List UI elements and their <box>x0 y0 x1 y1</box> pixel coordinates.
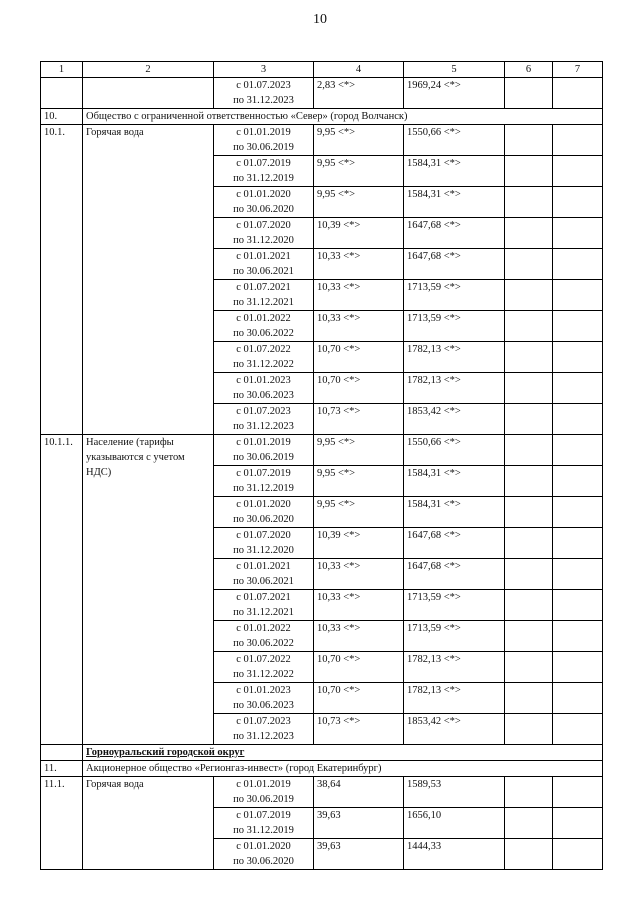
period-from: с 01.01.2022 <box>236 313 291 324</box>
period-to: по 30.06.2021 <box>233 266 294 277</box>
empty-cell <box>505 621 553 652</box>
price-cell: 1584,31 <*> <box>404 497 505 528</box>
period-cell <box>214 497 314 528</box>
period-cell <box>214 249 314 280</box>
empty-cell <box>505 683 553 714</box>
row-number-cell <box>41 78 83 109</box>
period-to: по 30.06.2020 <box>233 856 294 867</box>
rate-cell: 10,73 <*> <box>314 714 404 745</box>
empty-cell <box>553 839 603 870</box>
period-to: по 30.06.2022 <box>233 328 294 339</box>
column-number: 5 <box>404 62 505 78</box>
empty-cell <box>505 839 553 870</box>
empty-cell <box>553 249 603 280</box>
period-cell <box>214 528 314 559</box>
period-from: с 01.01.2020 <box>236 841 291 852</box>
column-number: 1 <box>41 62 83 78</box>
period-cell <box>214 78 314 109</box>
rate-cell: 10,70 <*> <box>314 683 404 714</box>
page-number: 10 <box>313 12 327 27</box>
table-row <box>41 78 603 109</box>
rate-cell: 10,70 <*> <box>314 652 404 683</box>
empty-cell <box>505 652 553 683</box>
column-number-row <box>41 62 603 78</box>
period-to: по 30.06.2020 <box>233 514 294 525</box>
price-cell: 1782,13 <*> <box>404 342 505 373</box>
organization-name: Акционерное общество «Регионгаз-инвест» (город Екатеринбург) <box>83 761 603 777</box>
price-cell: 1782,13 <*> <box>404 683 505 714</box>
period-cell <box>214 218 314 249</box>
period-from: с 01.07.2019 <box>236 468 291 479</box>
service-cell: Горячая вода <box>83 125 214 435</box>
rate-cell: 10,73 <*> <box>314 404 404 435</box>
row-number-cell: 10. <box>41 109 83 125</box>
empty-cell <box>553 466 603 497</box>
empty-cell <box>553 156 603 187</box>
period-from: с 01.07.2020 <box>236 220 291 231</box>
rate-cell: 10,33 <*> <box>314 280 404 311</box>
period-cell <box>214 621 314 652</box>
empty-cell <box>505 218 553 249</box>
period-cell <box>214 311 314 342</box>
rate-cell: 9,95 <*> <box>314 497 404 528</box>
empty-cell <box>553 590 603 621</box>
rate-cell: 10,39 <*> <box>314 218 404 249</box>
period-from: с 01.07.2023 <box>236 406 291 417</box>
period-to: по 31.12.2019 <box>233 825 294 836</box>
period-to: по 31.12.2019 <box>233 173 294 184</box>
rate-cell: 38,64 <box>314 777 404 808</box>
period-from: с 01.07.2019 <box>236 810 291 821</box>
row-number-cell: 10.1.1. <box>41 435 83 745</box>
period-to: по 31.12.2019 <box>233 483 294 494</box>
period-cell <box>214 156 314 187</box>
empty-cell <box>553 218 603 249</box>
empty-cell <box>505 78 553 109</box>
price-cell: 1713,59 <*> <box>404 280 505 311</box>
empty-cell <box>553 311 603 342</box>
period-from: с 01.01.2020 <box>236 189 291 200</box>
period-to: по 30.06.2019 <box>233 794 294 805</box>
price-cell: 1584,31 <*> <box>404 466 505 497</box>
row-number-cell: 11. <box>41 761 83 777</box>
period-cell <box>214 808 314 839</box>
service-cell: Горячая вода <box>83 777 214 870</box>
price-cell: 1444,33 <box>404 839 505 870</box>
empty-cell <box>505 156 553 187</box>
period-to: по 30.06.2019 <box>233 142 294 153</box>
empty-cell <box>505 559 553 590</box>
row-number-cell <box>41 745 83 761</box>
empty-cell <box>553 125 603 156</box>
empty-cell <box>505 590 553 621</box>
period-from: с 01.01.2019 <box>236 437 291 448</box>
price-cell: 1713,59 <*> <box>404 311 505 342</box>
rate-cell: 10,70 <*> <box>314 342 404 373</box>
period-cell <box>214 342 314 373</box>
table-row <box>41 125 603 156</box>
rate-cell: 9,95 <*> <box>314 466 404 497</box>
empty-cell <box>553 497 603 528</box>
empty-cell <box>553 559 603 590</box>
period-cell <box>214 714 314 745</box>
empty-cell <box>553 683 603 714</box>
period-cell <box>214 466 314 497</box>
rate-cell: 10,33 <*> <box>314 559 404 590</box>
column-number: 7 <box>553 62 603 78</box>
period-cell <box>214 373 314 404</box>
price-cell: 1713,59 <*> <box>404 621 505 652</box>
rate-cell: 39,63 <box>314 839 404 870</box>
price-cell: 1584,31 <*> <box>404 187 505 218</box>
period-from: с 01.01.2021 <box>236 251 291 262</box>
period-from: с 01.07.2022 <box>236 344 291 355</box>
period-to: по 31.12.2022 <box>233 669 294 680</box>
empty-cell <box>553 373 603 404</box>
organization-row <box>41 109 603 125</box>
period-cell <box>214 435 314 466</box>
rate-cell: 10,33 <*> <box>314 621 404 652</box>
period-cell <box>214 404 314 435</box>
period-cell <box>214 683 314 714</box>
empty-cell <box>505 777 553 808</box>
section-title-cell <box>83 745 603 761</box>
price-cell: 1782,13 <*> <box>404 652 505 683</box>
period-to: по 31.12.2023 <box>233 421 294 432</box>
rate-cell: 10,33 <*> <box>314 249 404 280</box>
price-cell: 1647,68 <*> <box>404 559 505 590</box>
period-from: с 01.01.2023 <box>236 685 291 696</box>
empty-cell <box>553 78 603 109</box>
tariff-table-body <box>41 62 603 870</box>
column-number: 3 <box>214 62 314 78</box>
rate-cell: 10,70 <*> <box>314 373 404 404</box>
empty-cell <box>553 714 603 745</box>
price-cell: 1589,53 <box>404 777 505 808</box>
column-number: 2 <box>83 62 214 78</box>
period-from: с 01.01.2020 <box>236 499 291 510</box>
period-to: по 31.12.2020 <box>233 235 294 246</box>
empty-cell <box>505 497 553 528</box>
empty-cell <box>553 652 603 683</box>
empty-cell <box>505 342 553 373</box>
empty-cell <box>553 777 603 808</box>
empty-cell <box>505 311 553 342</box>
rate-cell: 10,33 <*> <box>314 590 404 621</box>
empty-cell <box>553 621 603 652</box>
empty-cell <box>505 280 553 311</box>
tariff-table <box>40 61 603 870</box>
period-to: по 30.06.2022 <box>233 638 294 649</box>
period-from: с 01.07.2023 <box>236 716 291 727</box>
price-cell: 1550,66 <*> <box>404 125 505 156</box>
rate-cell: 9,95 <*> <box>314 125 404 156</box>
price-cell: 1550,66 <*> <box>404 435 505 466</box>
empty-cell <box>553 280 603 311</box>
price-cell: 1853,42 <*> <box>404 404 505 435</box>
period-to: по 30.06.2021 <box>233 576 294 587</box>
period-cell <box>214 559 314 590</box>
rate-cell: 10,33 <*> <box>314 311 404 342</box>
empty-cell <box>505 249 553 280</box>
period-from: с 01.07.2019 <box>236 158 291 169</box>
rate-cell: 9,95 <*> <box>314 435 404 466</box>
period-cell <box>214 125 314 156</box>
price-cell: 1782,13 <*> <box>404 373 505 404</box>
period-to: по 30.06.2020 <box>233 204 294 215</box>
period-to: по 31.12.2021 <box>233 297 294 308</box>
period-from: с 01.01.2019 <box>236 779 291 790</box>
period-from: с 01.01.2022 <box>236 623 291 634</box>
period-from: с 01.07.2020 <box>236 530 291 541</box>
period-cell <box>214 187 314 218</box>
column-number: 4 <box>314 62 404 78</box>
price-cell: 1713,59 <*> <box>404 590 505 621</box>
rate-cell: 10,39 <*> <box>314 528 404 559</box>
period-from: с 01.01.2019 <box>236 127 291 138</box>
column-number: 6 <box>505 62 553 78</box>
period-to: по 31.12.2023 <box>233 731 294 742</box>
empty-cell <box>505 714 553 745</box>
period-from: с 01.07.2021 <box>236 282 291 293</box>
empty-cell <box>505 187 553 218</box>
empty-cell <box>553 342 603 373</box>
empty-cell <box>505 466 553 497</box>
period-from: с 01.01.2023 <box>236 375 291 386</box>
table-row <box>41 435 603 466</box>
section-title: Горноуральский городской округ <box>86 747 245 758</box>
price-cell: 1647,68 <*> <box>404 249 505 280</box>
period-to: по 30.06.2023 <box>233 700 294 711</box>
empty-cell <box>553 404 603 435</box>
price-cell: 1656,10 <box>404 808 505 839</box>
section-row <box>41 745 603 761</box>
price-cell: 1969,24 <*> <box>404 78 505 109</box>
empty-cell <box>553 435 603 466</box>
period-cell <box>214 777 314 808</box>
table-row <box>41 777 603 808</box>
price-cell: 1647,68 <*> <box>404 528 505 559</box>
organization-name: Общество с ограниченной ответственностью «Север» (город Волчанск) <box>83 109 603 125</box>
empty-cell <box>553 528 603 559</box>
period-from: с 01.01.2021 <box>236 561 291 572</box>
period-cell <box>214 590 314 621</box>
period-to: по 31.12.2021 <box>233 607 294 618</box>
empty-cell <box>505 528 553 559</box>
rate-cell: 2,83 <*> <box>314 78 404 109</box>
period-from: с 01.07.2022 <box>236 654 291 665</box>
empty-cell <box>553 808 603 839</box>
rate-cell: 9,95 <*> <box>314 156 404 187</box>
price-cell: 1584,31 <*> <box>404 156 505 187</box>
period-cell <box>214 652 314 683</box>
empty-cell <box>553 187 603 218</box>
price-cell: 1853,42 <*> <box>404 714 505 745</box>
empty-cell <box>505 373 553 404</box>
period-to: по 31.12.2023 <box>233 95 294 106</box>
rate-cell: 9,95 <*> <box>314 187 404 218</box>
period-cell <box>214 839 314 870</box>
rate-cell: 39,63 <box>314 808 404 839</box>
service-cell <box>83 78 214 109</box>
period-to: по 31.12.2022 <box>233 359 294 370</box>
period-from: с 01.07.2023 <box>236 80 291 91</box>
period-to: по 30.06.2023 <box>233 390 294 401</box>
empty-cell <box>505 435 553 466</box>
price-cell: 1647,68 <*> <box>404 218 505 249</box>
row-number-cell: 10.1. <box>41 125 83 435</box>
empty-cell <box>505 125 553 156</box>
row-number-cell: 11.1. <box>41 777 83 870</box>
service-cell: Население (тарифы указываются с учетом НДС) <box>83 435 214 745</box>
period-to: по 31.12.2020 <box>233 545 294 556</box>
period-cell <box>214 280 314 311</box>
period-from: с 01.07.2021 <box>236 592 291 603</box>
empty-cell <box>505 808 553 839</box>
organization-row <box>41 761 603 777</box>
period-to: по 30.06.2019 <box>233 452 294 463</box>
empty-cell <box>505 404 553 435</box>
